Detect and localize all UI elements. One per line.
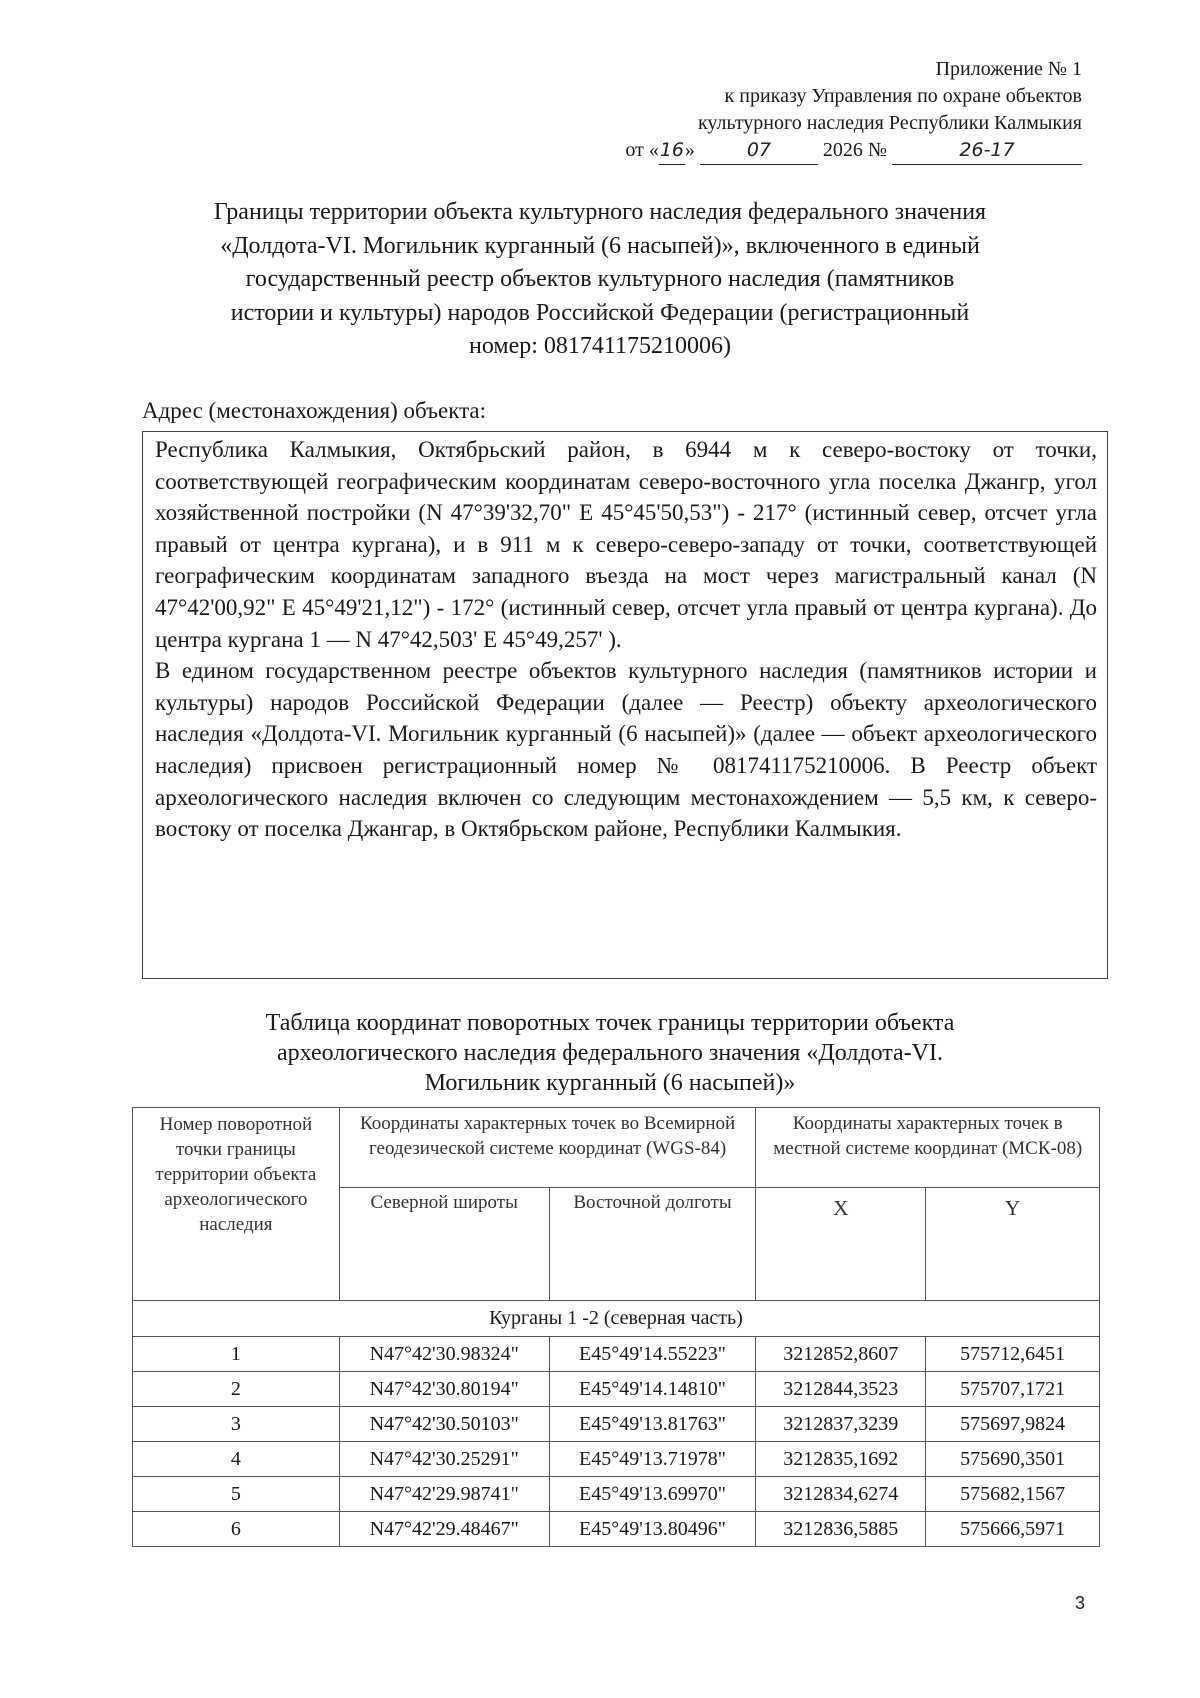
header-x: X xyxy=(756,1188,926,1301)
point-number: 3 xyxy=(133,1407,340,1442)
x-value: 3212852,8607 xyxy=(756,1337,926,1372)
date-mid: » xyxy=(684,139,695,161)
y-value: 575666,5971 xyxy=(926,1512,1100,1547)
address-paragraph-2: В едином государственном реестре объектов культурного наследия (памятников истории и культуры) народов Российской Федерации (далее — Реестр) объекту археологического наследия «Долдота-VI. Могильник курганный (6 насыпей)» (далее — объект археологического наследия) присвоен регистрационный номер № 081741175210006. В Реестр объект археологического наследия включен со следующим местонахождением — 5,5 км, к северо-востоку от поселка Джангар, в Октябрьском районе, Республики Калмыкия. xyxy=(155,658,1097,842)
appendix-line-2: к приказу Управления по охране объектов xyxy=(724,85,1082,107)
header-longitude: Восточной долготы xyxy=(549,1188,756,1301)
longitude-value: E45°49'13.71978" xyxy=(549,1442,756,1477)
y-value: 575682,1567 xyxy=(926,1477,1100,1512)
table-title xyxy=(150,1008,1070,1098)
table-title-line-1: Таблица координат поворотных точек границы территории объекта xyxy=(265,1010,955,1036)
header-wgs84: Координаты характерных точек во Всемирной геодезической системе координат (WGS-84) xyxy=(339,1108,756,1188)
header-msk08: Координаты характерных точек в местной системе координат (МСК-08) xyxy=(756,1108,1100,1188)
point-number: 5 xyxy=(133,1477,340,1512)
point-number: 1 xyxy=(133,1337,340,1372)
handwritten-month: 07 xyxy=(700,137,818,165)
page-number: 3 xyxy=(1074,1593,1085,1613)
appendix-line-1: Приложение № 1 xyxy=(935,58,1082,80)
table-row xyxy=(133,1512,1100,1547)
address-box xyxy=(142,431,1108,979)
title-line-5: номер: 081741175210006) xyxy=(469,333,731,359)
y-value: 575707,1721 xyxy=(926,1372,1100,1407)
address-paragraph-1: Республика Калмыкия, Октябрьский район, в 6944 м к северо-востоку от точки, соответствующей географическим координатам северо-восточного угла поселка Джангр, угол хозяйственной постройки (N 47°39'32,70" E 45°45'50,53") - 217° (истинный север, отсчет угла правый от центра кургана), и в 911 м к северо-северо-западу от точки, соответствующей географическим координатам западного въезда на мост через магистральный канал (N 47°42'00,92" E 45°49'21,12") - 172° (истинный север, отсчет угла правый от центра кургана). До центра кургана 1 — N 47°42,503' E 45°49,257' ). xyxy=(155,437,1097,652)
y-value: 575690,3501 xyxy=(926,1442,1100,1477)
header-point-number: Номер поворотной точки границы территории объекта археологического наследия xyxy=(133,1108,340,1301)
handwritten-day: 16 xyxy=(659,137,685,165)
table-row xyxy=(133,1337,1100,1372)
date-prefix: от « xyxy=(625,139,659,161)
header-latitude: Северной широты xyxy=(339,1188,549,1301)
coordinates-table xyxy=(132,1107,1100,1547)
title-line-4: истории и культуры) народов Российской Федерации (регистрационный xyxy=(230,299,970,326)
point-number: 2 xyxy=(133,1372,340,1407)
year-text: 2026 № xyxy=(822,139,887,161)
title-line-3: государственный реестр объектов культурного наследия (памятников xyxy=(245,266,955,292)
handwritten-order-number: 26-17 xyxy=(892,137,1082,165)
address-label: Адрес (местонахождения) объекта: xyxy=(142,398,487,423)
y-value: 575697,9824 xyxy=(926,1407,1100,1442)
table-title-line-3: Могильник курганный (6 насыпей)» xyxy=(424,1070,796,1096)
appendix-line-3: культурного наследия Республики Калмыкия xyxy=(697,112,1082,134)
longitude-value: E45°49'13.80496" xyxy=(549,1512,756,1547)
x-value: 3212834,6274 xyxy=(756,1477,926,1512)
longitude-value: E45°49'14.55223" xyxy=(549,1337,756,1372)
header-y: Y xyxy=(926,1188,1100,1301)
table-row xyxy=(133,1372,1100,1407)
longitude-value: E45°49'13.81763" xyxy=(549,1407,756,1442)
document-title xyxy=(130,196,1070,364)
section-row-kurgans-1-2: Курганы 1 -2 (северная часть) xyxy=(133,1301,1100,1337)
longitude-value: E45°49'13.69970" xyxy=(549,1477,756,1512)
title-line-2: «Долдота-VI. Могильник курганный (6 насыпей)», включенного в единый xyxy=(220,232,980,259)
latitude-value: N47°42'29.98741" xyxy=(339,1477,549,1512)
latitude-value: N47°42'29.48467" xyxy=(339,1512,549,1547)
appendix-header xyxy=(522,56,1082,165)
order-date-line xyxy=(522,137,1082,165)
table-row xyxy=(133,1442,1100,1477)
table-row xyxy=(133,1477,1100,1512)
table-title-line-2: археологического наследия федерального значения «Долдота-VI. xyxy=(276,1040,944,1066)
y-value: 575712,6451 xyxy=(926,1337,1100,1372)
latitude-value: N47°42'30.50103" xyxy=(339,1407,549,1442)
x-value: 3212835,1692 xyxy=(756,1442,926,1477)
table-row xyxy=(133,1407,1100,1442)
point-number: 4 xyxy=(133,1442,340,1477)
latitude-value: N47°42'30.98324" xyxy=(339,1337,549,1372)
latitude-value: N47°42'30.80194" xyxy=(339,1372,549,1407)
longitude-value: E45°49'14.14810" xyxy=(549,1372,756,1407)
x-value: 3212837,3239 xyxy=(756,1407,926,1442)
x-value: 3212836,5885 xyxy=(756,1512,926,1547)
title-line-1: Границы территории объекта культурного наследия федерального значения xyxy=(213,199,987,225)
point-number: 6 xyxy=(133,1512,340,1547)
latitude-value: N47°42'30.25291" xyxy=(339,1442,549,1477)
x-value: 3212844,3523 xyxy=(756,1372,926,1407)
